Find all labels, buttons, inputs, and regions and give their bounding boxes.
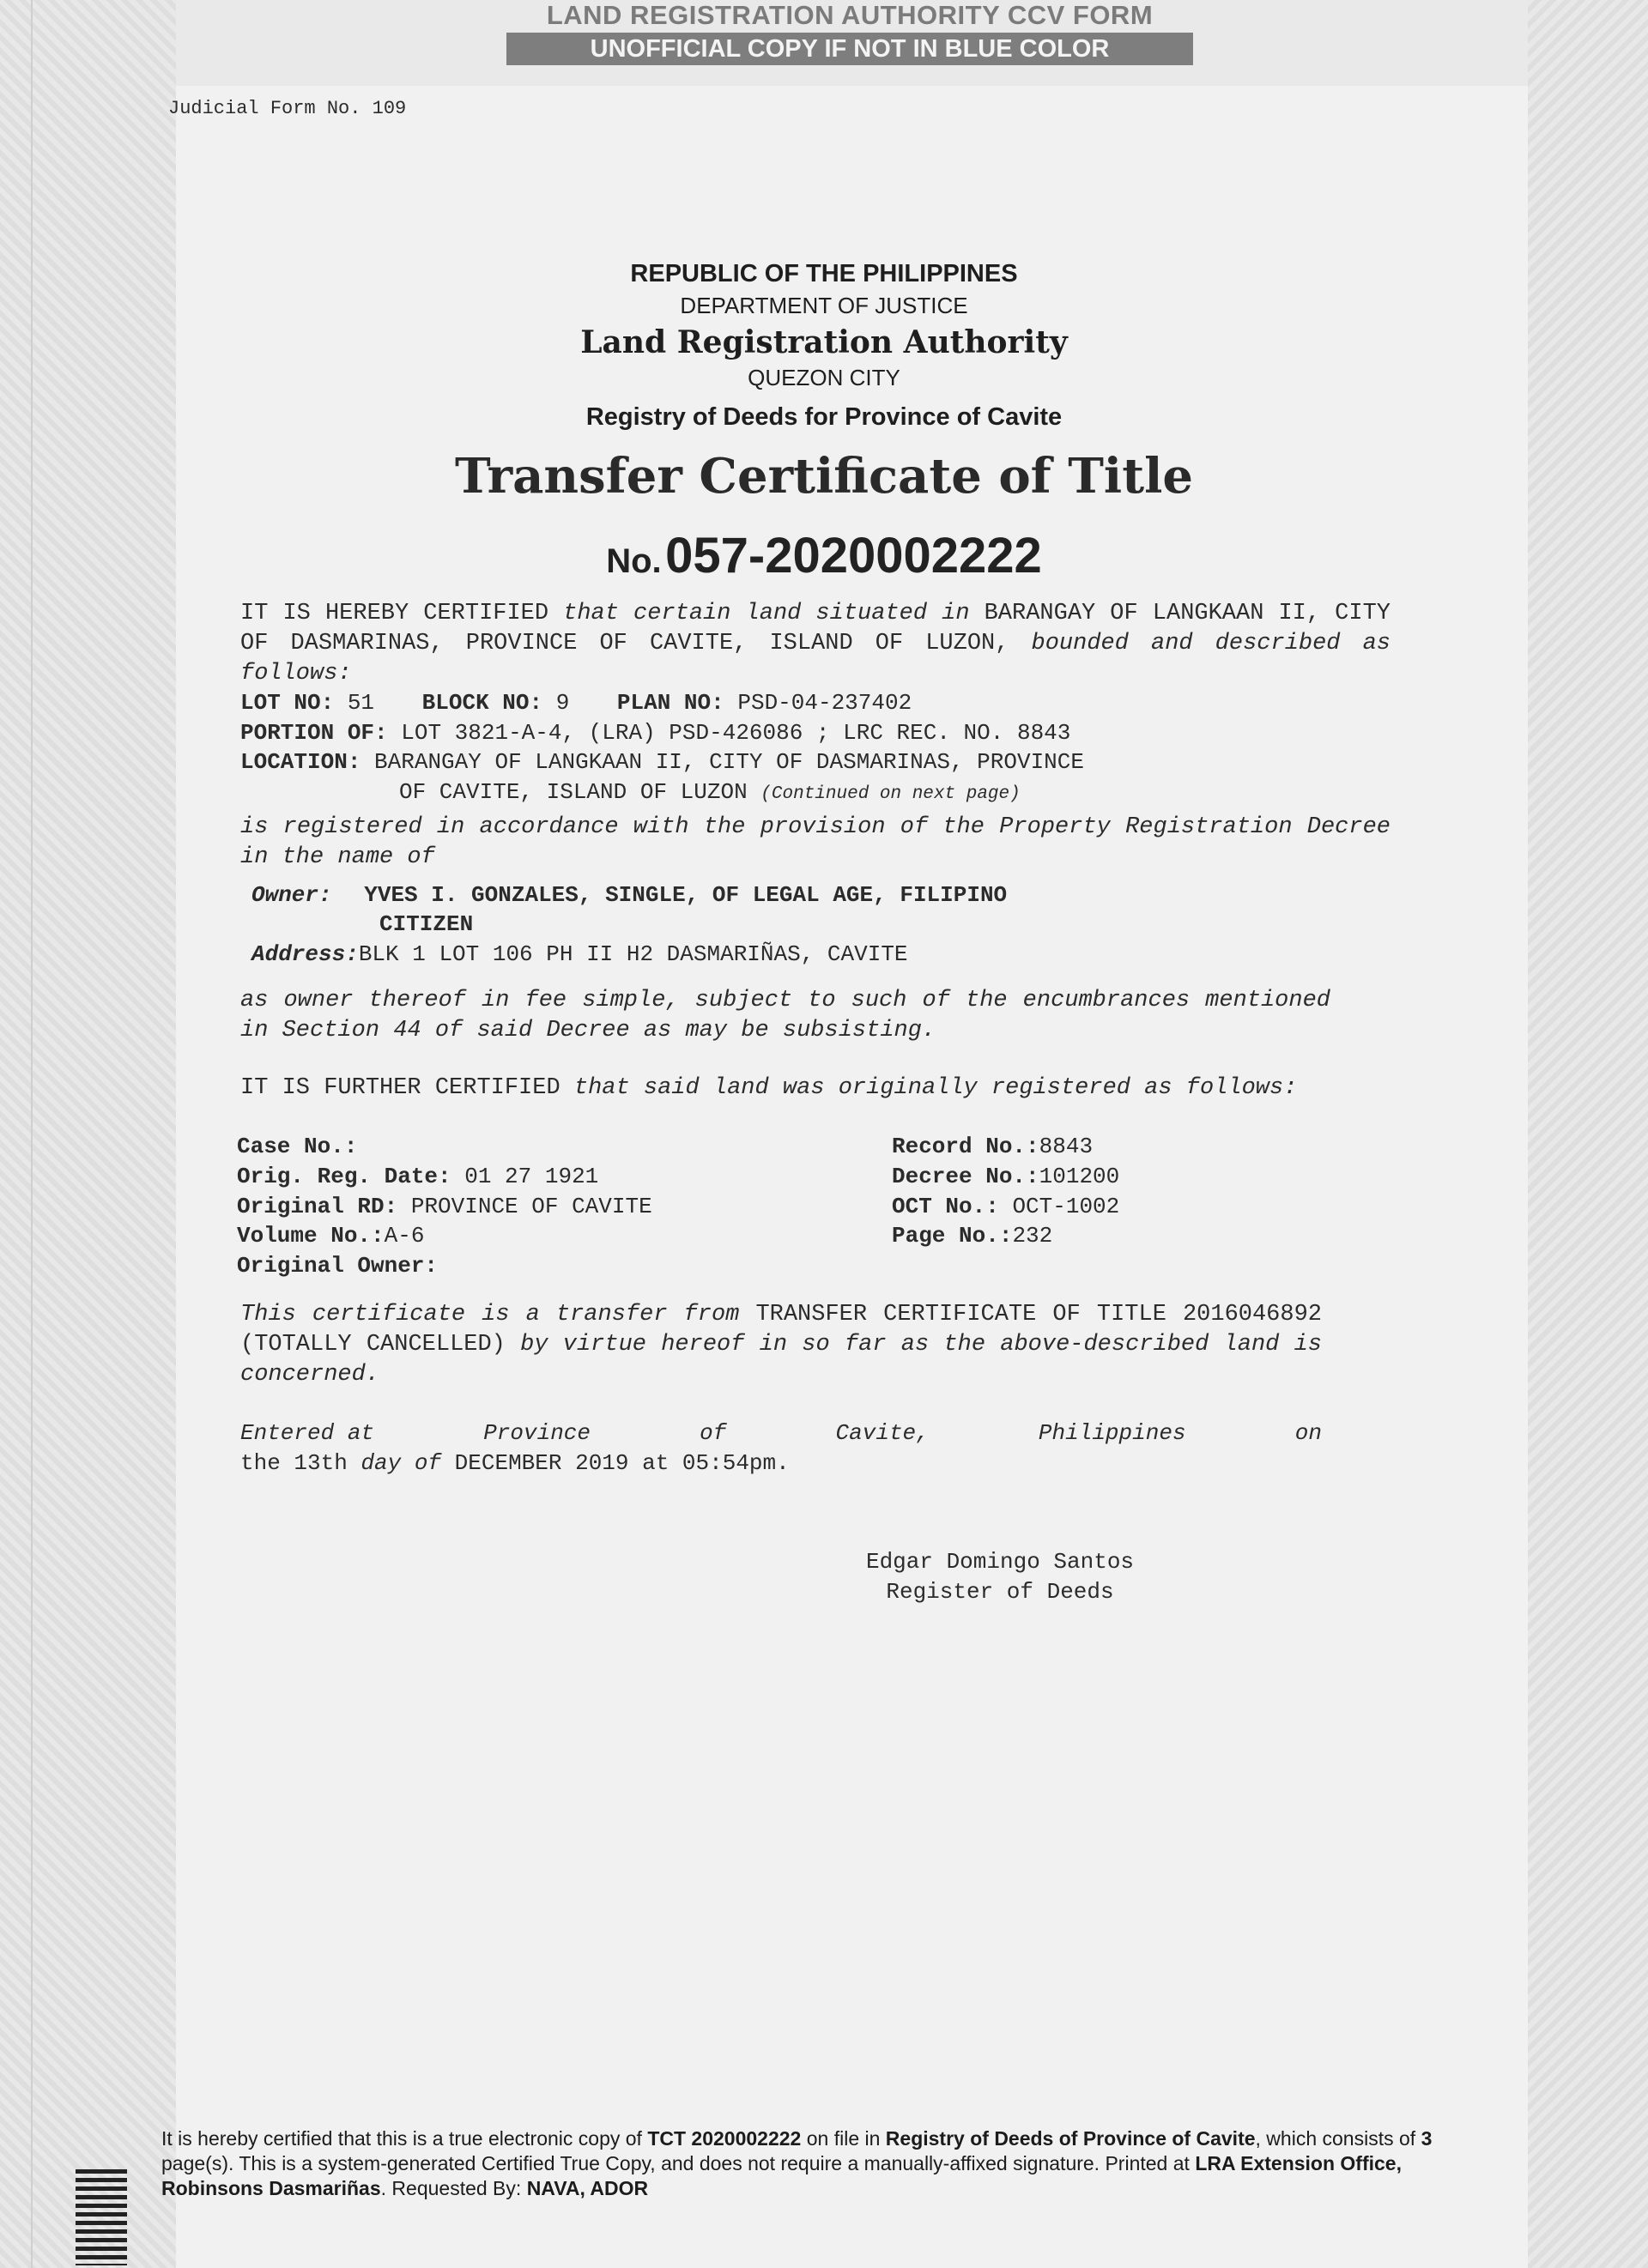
bounded-phrase: bounded and described as follows: <box>240 631 1390 686</box>
certification-paragraph <box>240 599 1390 689</box>
footer-text-5: . Requested By: <box>380 2177 522 2199</box>
entered-row-1 <box>240 1420 1322 1446</box>
certified-land-location: BARANGAY OF LANGKAAN II, CITY OF DASMARINAS, PROVINCE OF CAVITE, ISLAND OF LUZON, <box>240 601 1390 656</box>
location-row-2 <box>399 779 1021 805</box>
certified-lead: IT IS HEREBY CERTIFIED <box>240 601 549 626</box>
footer-text-1: It is hereby certified that this is a true electronic copy of <box>161 2127 642 2150</box>
owner-label: Owner: <box>251 882 332 908</box>
decree-value: 101200 <box>1039 1164 1120 1189</box>
footer-requested-by: NAVA, ADOR <box>526 2177 649 2199</box>
original-rd-value: PROVINCE OF CAVITE <box>410 1194 652 1219</box>
transfer-source: TRANSFER CERTIFICATE OF TITLE 2016046892 (TOTALLY CANCELLED) <box>240 1302 1322 1358</box>
title-number-row <box>0 527 1648 584</box>
continued-note: (Continued on next page) <box>760 784 1021 804</box>
location-row <box>240 749 1084 775</box>
certified-phrase: that certain land situated in <box>563 601 970 626</box>
lot-row <box>240 690 912 716</box>
owner-name-line1: YVES I. GONZALES, SINGLE, OF LEGAL AGE, FILIPINO <box>364 882 1008 908</box>
entered-day: the 13th <box>240 1450 348 1476</box>
transfer-tail: by virtue hereof in so far as the above-described land is concerned. <box>240 1332 1322 1388</box>
footer-text-3: , which consists of <box>1255 2127 1416 2150</box>
fee-simple-paragraph: as owner thereof in fee simple, subject to such of the encumbrances mentioned in Section 44 of said Decree as may be subsisting. <box>240 988 1330 1043</box>
case-label: Case No.: <box>237 1134 358 1159</box>
barcode <box>76 2169 127 2265</box>
reg-date-label: Orig. Reg. Date: <box>237 1164 451 1189</box>
reg-date-row <box>237 1164 598 1189</box>
city-heading: QUEZON CITY <box>748 365 900 390</box>
further-lead: IT IS FURTHER CERTIFIED <box>240 1075 560 1101</box>
entered-cavite: Cavite, <box>835 1420 930 1446</box>
address-value: BLK 1 LOT 106 PH II H2 DASMARIÑAS, CAVITE <box>358 941 908 967</box>
original-owner-label: Original Owner: <box>237 1253 439 1279</box>
entered-day-of: day of <box>360 1450 442 1476</box>
further-certified-paragraph <box>240 1074 1330 1104</box>
transfer-paragraph <box>240 1300 1322 1390</box>
document-title: Transfer Certificate of Title <box>455 448 1193 505</box>
title-number-label: No. <box>606 542 662 580</box>
portion-label: PORTION OF: <box>240 720 388 746</box>
ccv-form-heading: LAND REGISTRATION AUTHORITY CCV FORM <box>546 0 1154 30</box>
lot-value: 51 <box>347 690 375 716</box>
owner-name-line2: CITIZEN <box>379 911 474 937</box>
original-rd-row <box>237 1194 652 1219</box>
volume-value: A-6 <box>384 1223 425 1249</box>
republic-heading: REPUBLIC OF THE PHILIPPINES <box>630 260 1018 287</box>
oct-value: OCT-1002 <box>1012 1194 1120 1219</box>
oct-row <box>892 1194 1119 1219</box>
decree-row <box>892 1164 1119 1189</box>
oct-label: OCT No.: <box>892 1194 999 1219</box>
department-heading: DEPARTMENT OF JUSTICE <box>680 293 968 318</box>
plan-value: PSD-04-237402 <box>737 690 912 716</box>
judicial-form-number: Judicial Form No. 109 <box>168 98 407 119</box>
case-row <box>237 1134 357 1159</box>
authority-heading: Land Registration Authority <box>580 324 1068 360</box>
owner-row <box>251 882 1007 908</box>
footer-page-count: 3 <box>1421 2127 1433 2150</box>
portion-value: LOT 3821-A-4, (LRA) PSD-426086 ; LRC REC. NO. 8843 <box>401 720 1071 746</box>
footer-printed-at: LRA Extension Office, Robinsons Dasmariñas <box>161 2152 1402 2199</box>
address-row <box>251 941 908 967</box>
original-owner-row <box>237 1253 438 1279</box>
plan-label: PLAN NO: <box>616 690 724 716</box>
footer-tct-number: TCT 2020002222 <box>647 2127 802 2150</box>
registered-paragraph: is registered in accordance with the provision of the Property Registration Decree in the name of <box>240 814 1390 870</box>
block-label: BLOCK NO: <box>421 690 543 716</box>
registry-heading: Registry of Deeds for Province of Cavite <box>585 403 1063 431</box>
block-value: 9 <box>555 690 570 716</box>
page-no-row <box>892 1223 1052 1249</box>
portion-row <box>240 720 1070 746</box>
signatory-position: Register of Deeds <box>886 1579 1114 1605</box>
entered-at: Entered at <box>240 1420 375 1446</box>
entered-of: of <box>700 1420 727 1446</box>
entered-philippines: Philippines <box>1038 1420 1186 1446</box>
entered-row-2 <box>240 1450 790 1476</box>
record-value: 8843 <box>1039 1134 1094 1159</box>
reg-date-value: 01 27 1921 <box>464 1164 599 1189</box>
location-line1: BARANGAY OF LANGKAAN II, CITY OF DASMARINAS, PROVINCE <box>374 749 1084 775</box>
footer-certification <box>161 2126 1500 2201</box>
location-label: LOCATION: <box>240 749 361 775</box>
location-line2: OF CAVITE, ISLAND OF LUZON <box>399 779 748 805</box>
lot-label: LOT NO: <box>240 690 335 716</box>
record-label: Record No.: <box>892 1134 1039 1159</box>
title-number: 057-2020002222 <box>665 528 1042 584</box>
entered-date: DECEMBER 2019 at 05:54pm. <box>454 1450 790 1476</box>
volume-label: Volume No.: <box>237 1223 385 1249</box>
address-label: Address: <box>251 941 359 967</box>
unofficial-copy-banner: UNOFFICIAL COPY IF NOT IN BLUE COLOR <box>506 33 1193 65</box>
original-rd-label: Original RD: <box>237 1194 398 1219</box>
transfer-lead: This certificate is a transfer from <box>240 1302 740 1328</box>
footer-registry: Registry of Deeds of Province of Cavite <box>885 2127 1256 2150</box>
decree-label: Decree No.: <box>892 1164 1039 1189</box>
entered-province: Province <box>483 1420 591 1446</box>
footer-text-4: page(s). This is a system-generated Certified True Copy, and does not require a manually-affixed signature. Printed at <box>161 2152 1190 2174</box>
record-row <box>892 1134 1093 1159</box>
signatory-name: Edgar Domingo Santos <box>865 1549 1135 1575</box>
page-no-label: Page No.: <box>892 1223 1013 1249</box>
volume-row <box>237 1223 424 1249</box>
entered-on: on <box>1294 1420 1322 1446</box>
footer-text-2: on file in <box>806 2127 881 2150</box>
page-no-value: 232 <box>1012 1223 1053 1249</box>
further-rest: that said land was originally registered as follows: <box>573 1075 1298 1101</box>
